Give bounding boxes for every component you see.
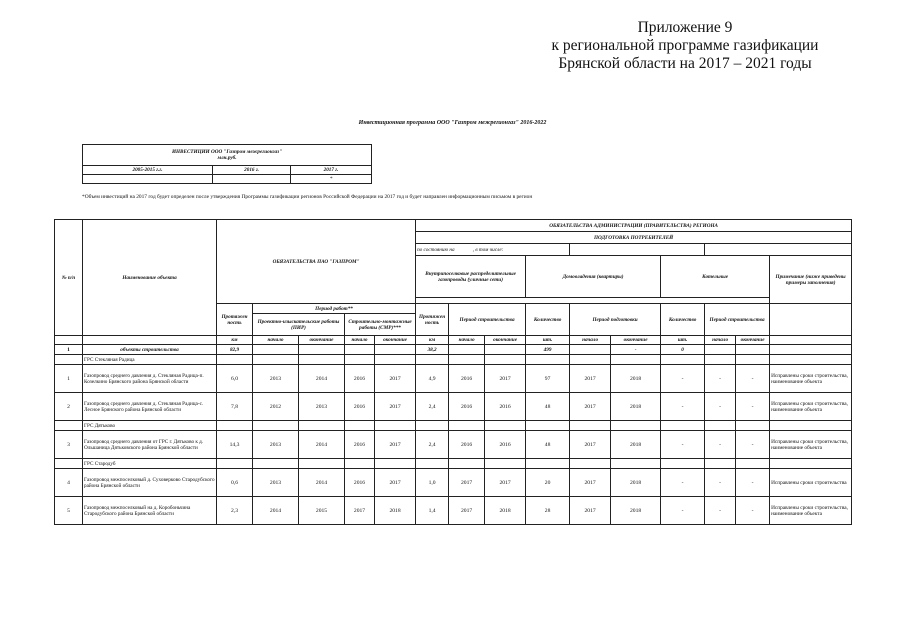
row-note: Исправлены сроки строительства, наименование объекта bbox=[770, 431, 852, 459]
row-hs: 2017 bbox=[570, 497, 611, 525]
blank-cell bbox=[299, 421, 345, 431]
blank-cell bbox=[526, 355, 570, 365]
row-note: Исправлены сроки строительства bbox=[770, 469, 852, 497]
investment-header bbox=[83, 145, 372, 166]
row-smr-e: 2017 bbox=[375, 469, 416, 497]
row-num: 4 bbox=[55, 469, 83, 497]
row-rs: 2016 bbox=[449, 431, 485, 459]
row-he: 2018 bbox=[611, 497, 661, 525]
group-label: ГРС Дятьково bbox=[83, 421, 217, 431]
blank-cell bbox=[375, 421, 416, 431]
blank-cell bbox=[570, 421, 611, 431]
row-be: - bbox=[736, 393, 770, 421]
appendix-number: Приложение 9 bbox=[637, 19, 733, 36]
unit-km: км bbox=[217, 336, 253, 345]
unit-start: начало bbox=[570, 336, 611, 345]
table-row bbox=[55, 393, 852, 421]
blank-cell bbox=[485, 459, 526, 469]
unit-pcs: шт. bbox=[526, 336, 570, 345]
row-pir-s: 2014 bbox=[253, 497, 299, 525]
appendix-subtitle-2: Брянской области на 2017 – 2021 годы bbox=[558, 55, 812, 72]
col-boilers: Котельные bbox=[661, 256, 770, 298]
row-bs: - bbox=[705, 393, 736, 421]
blank-cell bbox=[570, 345, 611, 355]
unit-km: км bbox=[416, 336, 449, 345]
unit-end: окончание bbox=[299, 336, 345, 345]
totals-gp-km: 82,9 bbox=[217, 345, 253, 355]
row-km: 2,3 bbox=[217, 497, 253, 525]
group-row bbox=[55, 421, 852, 431]
row-smr-s: 2016 bbox=[345, 431, 375, 459]
blank-cell bbox=[661, 355, 705, 365]
investment-value-2017: * bbox=[291, 175, 372, 184]
blank-cell bbox=[55, 421, 83, 431]
totals-boilers: 0 bbox=[661, 345, 705, 355]
col-name: Наименование объекта bbox=[83, 220, 217, 336]
row-bs: - bbox=[705, 365, 736, 393]
blank-cell bbox=[770, 459, 852, 469]
investment-col-2016: 2016 г. bbox=[213, 166, 291, 175]
table-row bbox=[55, 431, 852, 459]
blank-cell bbox=[705, 244, 852, 256]
row-pir-s: 2012 bbox=[253, 393, 299, 421]
blank-cell bbox=[570, 355, 611, 365]
group-label: ГРС Стародуб bbox=[83, 459, 217, 469]
blank-cell bbox=[299, 355, 345, 365]
blank-cell bbox=[345, 421, 375, 431]
blank-cell bbox=[570, 459, 611, 469]
table-row bbox=[55, 365, 852, 393]
row-smr-s: 2017 bbox=[345, 497, 375, 525]
row-pir-e: 2015 bbox=[299, 497, 345, 525]
investment-header-text: ИНВЕСТИЦИИ ООО "Газпром межрегионгаз" bbox=[171, 149, 283, 155]
units-row bbox=[55, 336, 852, 345]
row-hq: 48 bbox=[526, 393, 570, 421]
col-num: № п/п bbox=[55, 220, 83, 336]
row-pir-e: 2014 bbox=[299, 365, 345, 393]
row-pir-e: 2013 bbox=[299, 393, 345, 421]
investment-value-2005 bbox=[83, 175, 213, 184]
document-title: Инвестиционная программа ООО "Газпром межрегионгаз" 2016-2022 bbox=[358, 120, 547, 126]
row-object-name: Газопровод среднего давления от ГРС г. Дятьково к д. Ольшаница Дятьковского района Брянской области bbox=[83, 431, 217, 459]
totals-row bbox=[55, 345, 852, 355]
blank-cell bbox=[55, 459, 83, 469]
row-bq: - bbox=[661, 431, 705, 459]
table-row bbox=[55, 497, 852, 525]
blank-cell bbox=[253, 459, 299, 469]
blank-cell bbox=[770, 355, 852, 365]
blank-cell bbox=[375, 355, 416, 365]
row-rkm: 1,0 bbox=[416, 469, 449, 497]
col-gazprom: ОБЯЗАТЕЛЬСТВА ПАО "ГАЗПРОМ" bbox=[217, 220, 416, 304]
blank-cell bbox=[770, 336, 852, 345]
blank-cell bbox=[449, 355, 485, 365]
row-be: - bbox=[736, 431, 770, 459]
row-be: - bbox=[736, 469, 770, 497]
totals-reg-km: 38,2 bbox=[416, 345, 449, 355]
as-of-label: по состоянию на bbox=[417, 246, 455, 253]
blank-cell bbox=[705, 421, 736, 431]
row-object-name: Газопровод среднего давления д. Стекляная Радица-с. Лесное Брянского района Брянской области bbox=[83, 393, 217, 421]
row-smr-s: 2016 bbox=[345, 365, 375, 393]
row-re: 2016 bbox=[485, 431, 526, 459]
unit-start: начало bbox=[345, 336, 375, 345]
row-hs: 2017 bbox=[570, 431, 611, 459]
row-note: Исправлены сроки строительства, наименование объекта bbox=[770, 393, 852, 421]
totals-label: объекты строительства bbox=[83, 345, 217, 355]
row-note: Исправлены сроки строительства, наименование объекта bbox=[770, 497, 852, 525]
blank-cell bbox=[611, 355, 661, 365]
row-pir-s: 2013 bbox=[253, 431, 299, 459]
objects-table bbox=[54, 219, 852, 525]
row-be: - bbox=[736, 365, 770, 393]
row-pir-s: 2013 bbox=[253, 365, 299, 393]
row-num: 2 bbox=[55, 393, 83, 421]
including-label: , в том числе: bbox=[472, 246, 504, 253]
blank-cell bbox=[217, 421, 253, 431]
appendix-subtitle: к региональной программе газификации bbox=[551, 37, 819, 54]
totals-houses: 499 bbox=[526, 345, 570, 355]
blank-cell bbox=[611, 421, 661, 431]
row-bq: - bbox=[661, 469, 705, 497]
row-num: 1 bbox=[55, 365, 83, 393]
row-hq: 20 bbox=[526, 469, 570, 497]
blank-cell bbox=[449, 345, 485, 355]
row-he: 2018 bbox=[611, 469, 661, 497]
row-hq: 97 bbox=[526, 365, 570, 393]
row-object-name: Газопровод среднего давления д. Стекляная Радица-п. Козелкино Брянского района Брянской области bbox=[83, 365, 217, 393]
blank-cell bbox=[485, 355, 526, 365]
blank-cell bbox=[55, 336, 83, 345]
object-rows bbox=[55, 355, 852, 525]
row-km: 14,3 bbox=[217, 431, 253, 459]
row-rs: 2016 bbox=[449, 365, 485, 393]
blank-cell bbox=[253, 345, 299, 355]
row-be: - bbox=[736, 497, 770, 525]
row-smr-s: 2016 bbox=[345, 393, 375, 421]
unit-end: окончание bbox=[375, 336, 416, 345]
row-smr-e: 2017 bbox=[375, 393, 416, 421]
blank-cell bbox=[705, 355, 736, 365]
blank-cell bbox=[299, 345, 345, 355]
table-row bbox=[55, 469, 852, 497]
unit-start: начало bbox=[449, 336, 485, 345]
row-km: 7,8 bbox=[217, 393, 253, 421]
unit-end: окончание bbox=[611, 336, 661, 345]
blank-cell bbox=[375, 459, 416, 469]
row-bq: - bbox=[661, 497, 705, 525]
blank-cell bbox=[736, 421, 770, 431]
investment-col-2017: 2017 г. bbox=[291, 166, 372, 175]
row-num: 3 bbox=[55, 431, 83, 459]
blank-cell bbox=[83, 336, 217, 345]
blank-cell bbox=[770, 345, 852, 355]
row-rs: 2017 bbox=[449, 469, 485, 497]
blank-cell bbox=[416, 459, 449, 469]
blank-cell bbox=[526, 459, 570, 469]
footnote: *Объем инвестиций на 2017 год будет определен после утверждения Программы газификации регионов Российской Федерации на 2017 год и будет направлен информационным письмом в регион bbox=[82, 194, 533, 200]
blank-cell bbox=[217, 355, 253, 365]
row-km: 0,6 bbox=[217, 469, 253, 497]
col-period-prep: Период подготовки bbox=[570, 304, 661, 336]
row-rs: 2016 bbox=[449, 393, 485, 421]
totals-num: 1 bbox=[55, 345, 83, 355]
blank-cell bbox=[485, 421, 526, 431]
row-rs: 2017 bbox=[449, 497, 485, 525]
blank-cell bbox=[485, 345, 526, 355]
totals-houses-dash: - bbox=[611, 345, 661, 355]
row-re: 2017 bbox=[485, 469, 526, 497]
row-bs: - bbox=[705, 497, 736, 525]
blank-cell bbox=[299, 459, 345, 469]
blank-cell bbox=[449, 459, 485, 469]
investment-table bbox=[82, 144, 372, 184]
col-prep: ПОДГОТОВКА ПОТРЕБИТЕЛЕЙ bbox=[416, 232, 852, 244]
row-smr-e: 2018 bbox=[375, 497, 416, 525]
row-re: 2017 bbox=[485, 365, 526, 393]
row-rkm: 2,4 bbox=[416, 393, 449, 421]
row-smr-s: 2016 bbox=[345, 469, 375, 497]
col-region: ОБЯЗАТЕЛЬСТВА АДМИНИСТРАЦИИ (ПРАВИТЕЛЬСТВА) РЕГИОНА bbox=[416, 220, 852, 232]
row-num: 5 bbox=[55, 497, 83, 525]
row-hq: 28 bbox=[526, 497, 570, 525]
row-smr-e: 2017 bbox=[375, 431, 416, 459]
col-smr: Строительно-монтажные работы (СМР)*** bbox=[345, 314, 416, 336]
unit-end: окончание bbox=[736, 336, 770, 345]
blank-cell bbox=[736, 355, 770, 365]
as-of-date bbox=[416, 244, 570, 256]
unit-end: окончание bbox=[485, 336, 526, 345]
row-bq: - bbox=[661, 393, 705, 421]
row-note: Исправлены сроки строительства, наименование объекта bbox=[770, 365, 852, 393]
row-he: 2018 bbox=[611, 365, 661, 393]
row-re: 2016 bbox=[485, 393, 526, 421]
col-boilers-qty: Количество bbox=[661, 304, 705, 336]
group-row bbox=[55, 459, 852, 469]
blank-cell bbox=[345, 459, 375, 469]
blank-cell bbox=[217, 459, 253, 469]
blank-cell bbox=[55, 355, 83, 365]
row-hs: 2017 bbox=[570, 393, 611, 421]
row-pir-e: 2014 bbox=[299, 431, 345, 459]
row-hs: 2017 bbox=[570, 469, 611, 497]
blank-cell bbox=[416, 355, 449, 365]
row-re: 2018 bbox=[485, 497, 526, 525]
row-object-name: Газопровод межпоселковый на д. Коробоньчина Стародубского района Брянской области bbox=[83, 497, 217, 525]
blank-cell bbox=[611, 459, 661, 469]
col-houses: Домовладения (квартиры) bbox=[526, 256, 661, 298]
blank-cell bbox=[661, 459, 705, 469]
row-pir-e: 2014 bbox=[299, 469, 345, 497]
col-reg-length: Протяжен ность bbox=[416, 304, 449, 336]
investment-value-2016 bbox=[213, 175, 291, 184]
col-boilers-period: Период строительства bbox=[705, 304, 770, 336]
blank-cell bbox=[705, 345, 736, 355]
group-label: ГРС Стекляная Радица bbox=[83, 355, 217, 365]
col-period-works: Период работ** bbox=[253, 304, 416, 314]
row-rkm: 4,9 bbox=[416, 365, 449, 393]
unit-pcs: шт. bbox=[661, 336, 705, 345]
row-he: 2018 bbox=[611, 393, 661, 421]
blank-cell bbox=[345, 355, 375, 365]
row-he: 2018 bbox=[611, 431, 661, 459]
blank-cell bbox=[736, 459, 770, 469]
blank-cell bbox=[570, 244, 705, 256]
col-note: Примечание (ниже приведены примеры заполнения) bbox=[770, 256, 852, 304]
unit-start: начало bbox=[253, 336, 299, 345]
row-hq: 48 bbox=[526, 431, 570, 459]
row-bs: - bbox=[705, 469, 736, 497]
blank-cell bbox=[449, 421, 485, 431]
blank-cell bbox=[253, 355, 299, 365]
appendix-heading bbox=[535, 19, 835, 73]
blank-cell bbox=[526, 421, 570, 431]
row-pir-s: 2013 bbox=[253, 469, 299, 497]
row-rkm: 2,4 bbox=[416, 431, 449, 459]
col-internal: Внутрипоселковые распределительные газопроводы (уличные сети) bbox=[416, 256, 526, 298]
row-bq: - bbox=[661, 365, 705, 393]
row-hs: 2017 bbox=[570, 365, 611, 393]
row-smr-e: 2017 bbox=[375, 365, 416, 393]
blank-cell bbox=[661, 421, 705, 431]
col-pir: Проектно-изыскательские работы (ПИР) bbox=[253, 314, 345, 336]
group-row bbox=[55, 355, 852, 365]
blank-cell bbox=[345, 345, 375, 355]
row-bs: - bbox=[705, 431, 736, 459]
unit-start: начало bbox=[705, 336, 736, 345]
row-km: 6,0 bbox=[217, 365, 253, 393]
blank-cell bbox=[375, 345, 416, 355]
blank-cell bbox=[736, 345, 770, 355]
blank-cell bbox=[253, 421, 299, 431]
blank-cell bbox=[416, 421, 449, 431]
row-rkm: 1,4 bbox=[416, 497, 449, 525]
col-houses-qty: Количество bbox=[526, 304, 570, 336]
col-period-constr: Период строительства bbox=[449, 304, 526, 336]
col-gp-length: Протяжен ность bbox=[217, 304, 253, 336]
row-object-name: Газопровод межпоселковый д. Суховерково Стародубского района Брянской области bbox=[83, 469, 217, 497]
blank-cell bbox=[770, 304, 852, 336]
blank-cell bbox=[705, 459, 736, 469]
investment-unit: млн.руб. bbox=[217, 155, 237, 161]
investment-col-2005: 2005-2015 г.г. bbox=[83, 166, 213, 175]
blank-cell bbox=[770, 421, 852, 431]
